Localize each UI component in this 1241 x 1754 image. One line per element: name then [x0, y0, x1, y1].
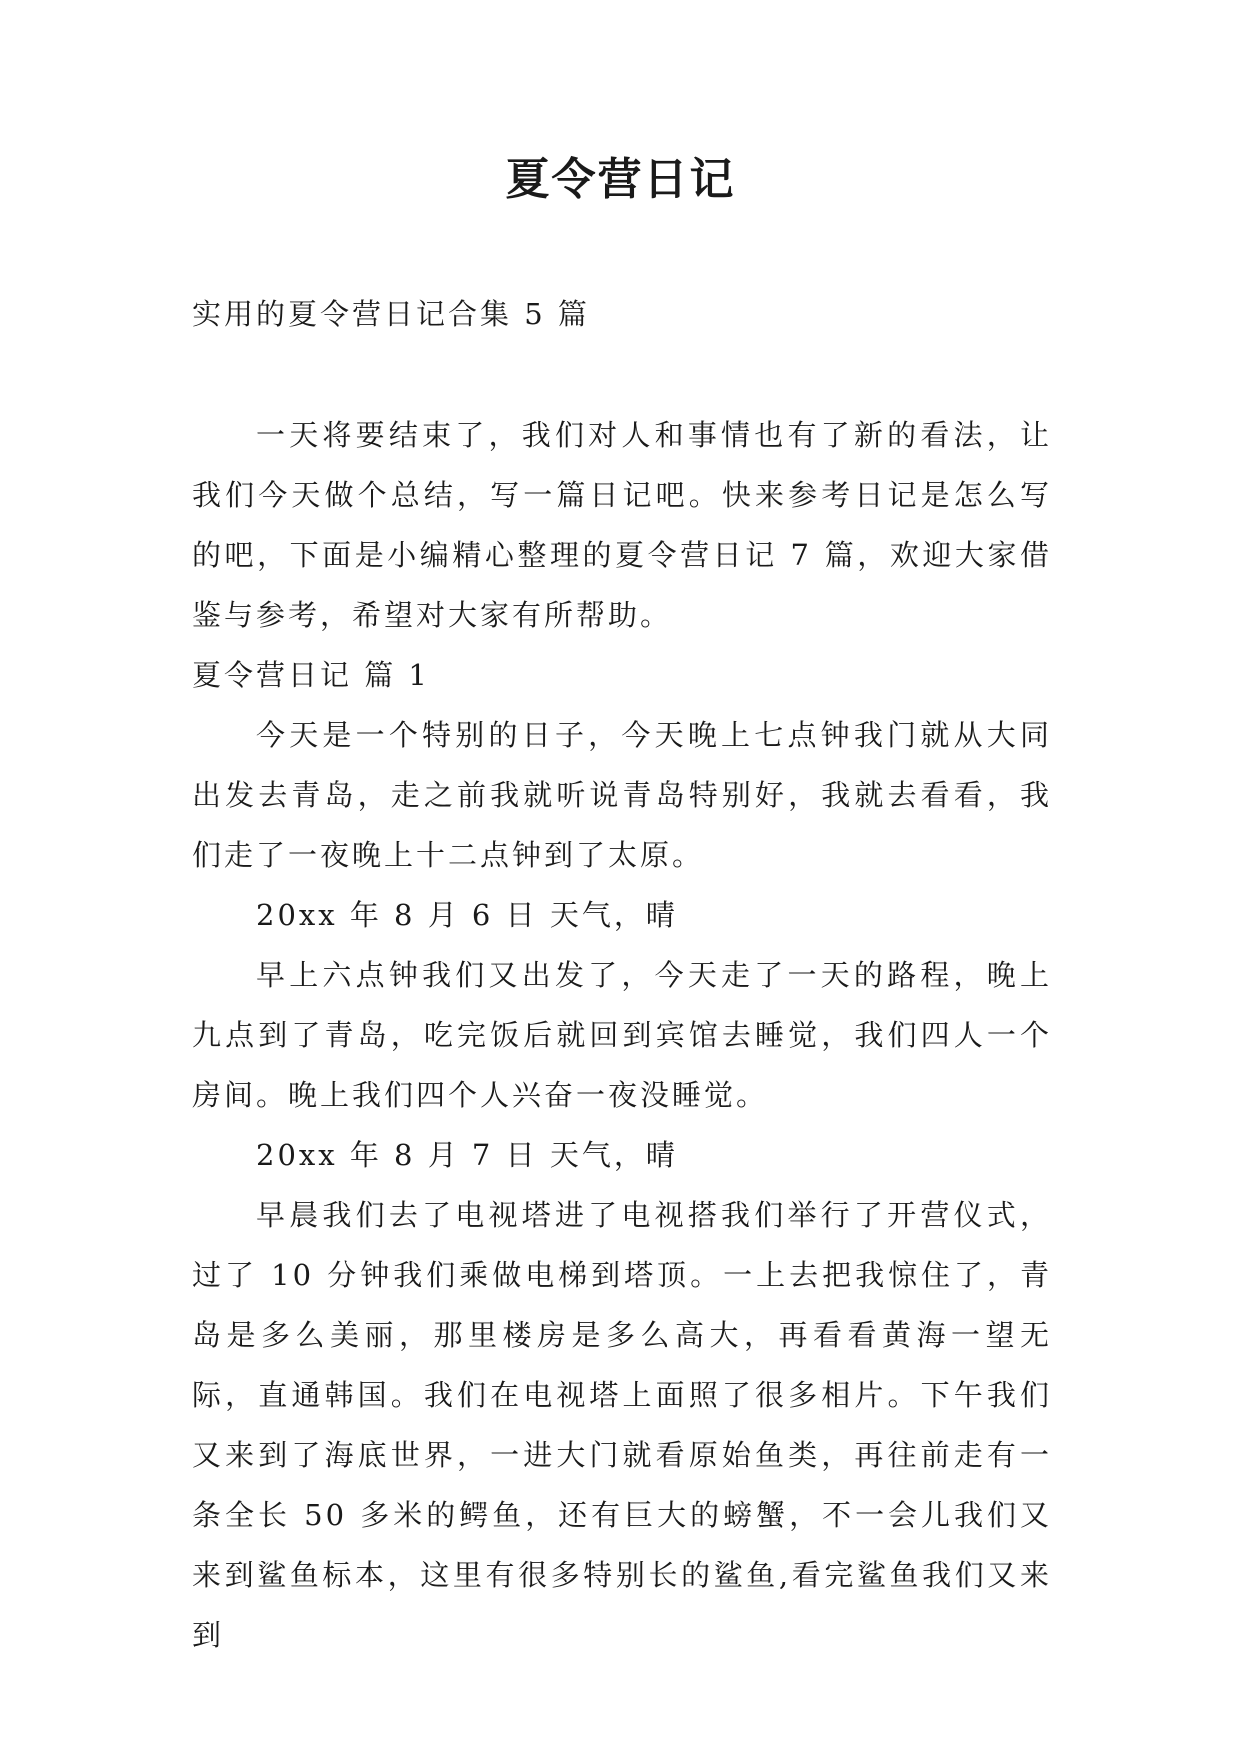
diary-paragraph-1: 今天是一个特别的日子，今天晚上七点钟我门就从大同出发去青岛，走之前我就听说青岛特别好，我就去看看，我们走了一夜晚上十二点钟到了太原。 — [192, 718, 1052, 872]
intro-paragraph: 一天将要结束了，我们对人和事情也有了新的看法，让我们今天做个总结，写一篇日记吧。快来参考日记是怎么写的吧，下面是小编精心整理的夏令营日记 7 篇，欢迎大家借鉴与参考，希望对大家有所帮助。 — [192, 418, 1052, 632]
section-heading: 夏令营日记 篇 1 — [192, 658, 430, 692]
diary-date-1: 20xx 年 8 月 6 日 天气，晴 — [256, 898, 678, 932]
diary-paragraph-2: 早上六点钟我们又出发了，今天走了一天的路程，晚上九点到了青岛，吃完饭后就回到宾馆去睡觉，我们四人一个房间。晚上我们四个人兴奋一夜没睡觉。 — [192, 958, 1052, 1112]
document-title: 夏令营日记 — [505, 154, 736, 205]
document-body — [192, 405, 1052, 1665]
diary-date-2: 20xx 年 8 月 7 日 天气，晴 — [256, 1138, 678, 1172]
document-subtitle: 实用的夏令营日记合集 5 篇 — [192, 297, 590, 331]
diary-paragraph-3: 早晨我们去了电视塔进了电视搭我们举行了开营仪式，过了 10 分钟我们乘做电梯到塔顶。一上去把我惊住了，青岛是多么美丽，那里楼房是多么高大，再看看黄海一望无际，直通韩国。我们在电视塔上面照了很多相片。下午我们又来到了海底世界，一进大门就看原始鱼类，再往前走有一条全长 50 多米的鳄鱼，还有巨大的螃蟹，不一会儿我们又来到鲨鱼标本，这里有很多特别长的鲨鱼,看完鲨鱼我们又来到 — [192, 1198, 1052, 1652]
